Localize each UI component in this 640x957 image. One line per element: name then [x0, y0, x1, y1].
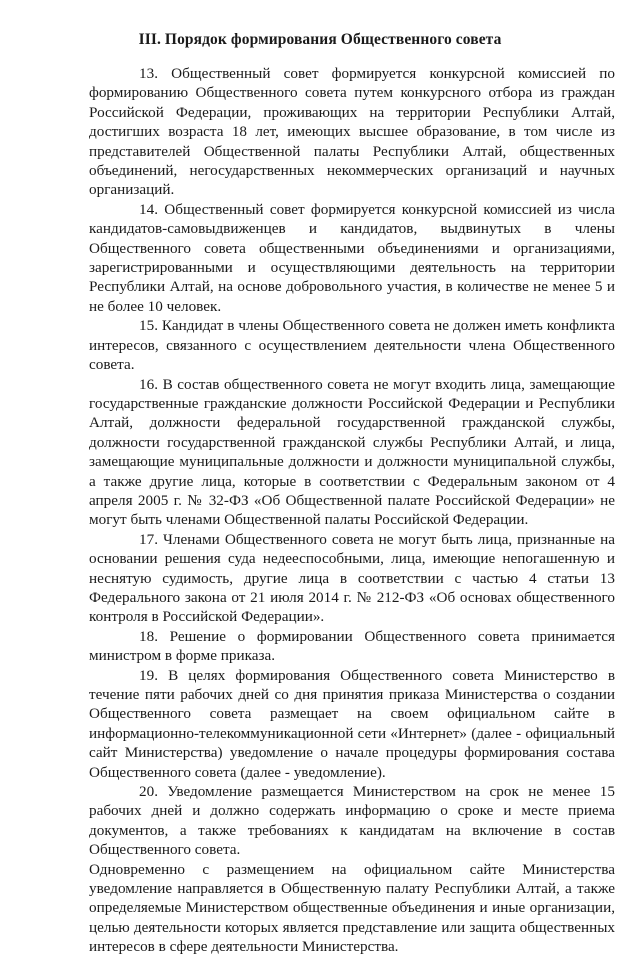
document-body	[89, 64, 615, 957]
paragraph-16: 16. В состав общественного совета не могут входить лица, замещающие государственные гражданские должности Российской Федерации и Республики Алтай, должности федеральной государственной гражданской службы, должности государственной гражданской службы Республики Алтай, и лица, замещающие муниципальные должности и должности муниципальной службы, а также другие лица, которые в соответствии с Федеральным законом от 4 апреля 2005 г. № 32-ФЗ «Об Общественной палате Российской Федерации» не могут быть членами Общественной палаты Российской Федерации.	[89, 375, 615, 529]
section-title: III. Порядок формирования Общественного совета	[138, 31, 502, 48]
paragraph-20-continuation: Одновременно с размещением на официальном сайте Министерства уведомление направляется в Общественную палату Республики Алтай, а также определяемые Министерством общественные объединения и иные организации, целью деятельности которых является представление или защита общественных интересов в сфере деятельности Министерства.	[89, 860, 615, 956]
paragraph-13: 13. Общественный совет формируется конкурсной комиссией по формированию Общественного совета путем конкурсного отбора из граждан Российской Федерации, проживающих на территории Республики Алтай, достигших возраста 18 лет, имеющих высшее образование, в том числе из представителей Общественной палаты Республики Алтай, общественных объединений, негосударственных некоммерческих организаций и научных организаций.	[89, 65, 615, 199]
paragraph-14: 14. Общественный совет формируется конкурсной комиссией из числа кандидатов-самовыдвиженцев и кандидатов, выдвинутых в члены Общественного совета общественными объединениями и организациями, зарегистрированными и осуществляющими деятельность на территории Республики Алтай, на основе добровольного участия, в количестве не менее 5 и не более 10 человек.	[89, 200, 615, 315]
paragraph-18: 18. Решение о формировании Общественного совета принимается министром в форме приказа.	[89, 627, 615, 665]
paragraph-15: 15. Кандидат в члены Общественного совета не должен иметь конфликта интересов, связанного с осуществлением деятельности члена Общественного совета.	[89, 317, 615, 374]
paragraph-17: 17. Членами Общественного совета не могут быть лица, признанные на основании решения суда недееспособными, лица, имеющие непогашенную и неснятую судимость, другие лица в соответствии с частью 4 статьи 13 Федерального закона от 21 июля 2014 г. № 212-ФЗ «Об основах общественного контроля в Российской Федерации».	[89, 530, 615, 626]
paragraph-19: 19. В целях формирования Общественного совета Министерство в течение пяти рабочих дней со дня принятия приказа Министерства о создании Общественного совета размещает на своем официальном сайте в информационно-телекоммуникационной сети «Интернет» (далее - официальный сайт Министерства) уведомление о начале процедуры формирования состава Общественного совета (далее - уведомление).	[89, 666, 615, 781]
paragraph-20: 20. Уведомление размещается Министерством на срок не менее 15 рабочих дней и должно содержать информацию о сроке и месте приема документов, а также требованиях к кандидатам на включение в состав Общественного совета.	[89, 783, 615, 859]
